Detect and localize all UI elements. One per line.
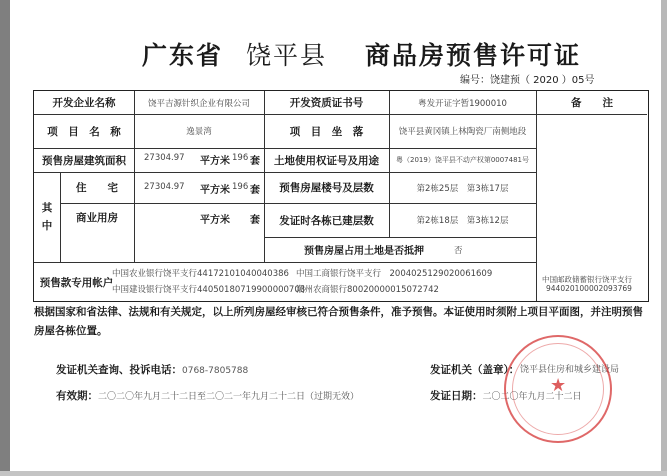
issue-date-value: 二〇二〇年九月二十二日 (482, 392, 582, 402)
scan-left-border (0, 0, 10, 476)
title-county: 饶平县 (246, 41, 328, 70)
qualification-label: 开发资质证书号 (289, 97, 364, 109)
complaint-phone: 0768-7805788 (182, 366, 249, 376)
qualification-value: 粤发开证字暂1900010 (418, 98, 507, 109)
commercial-sets-unit: 套 (250, 215, 260, 226)
project-name-value: 逸景湾 (186, 127, 212, 137)
mortgage-value: 否 (454, 246, 463, 256)
complaint-line (56, 362, 248, 377)
account-3: 中国建设银行饶平支行44050180719900000703 (112, 285, 306, 295)
presale-area-value: 27304.97 (144, 153, 185, 163)
presale-sets-unit: 套 (250, 156, 260, 167)
account-2: 中国工商银行饶平支行 2004025129020061609 (296, 269, 493, 279)
presale-area-label: 预售房屋建筑面积 (42, 154, 126, 167)
title-doc-name: 商品房预售许可证 (365, 41, 582, 70)
location-label: 项 目 坐 落 (289, 125, 364, 138)
residential-area-value: 27304.97 (144, 182, 185, 192)
location-value: 饶平县黄冈镇上林陶瓷厂南侧地段 (398, 127, 527, 137)
account-label: 预售款专用帐户 (39, 276, 114, 289)
developer-label: 开发企业名称 (52, 97, 116, 109)
validity-line (56, 388, 359, 403)
validity-value: 二〇二〇年九月二十二日至二〇二一年九月二十二日（过期无效） (98, 392, 360, 402)
building-label: 预售房屋楼号及层数 (279, 182, 374, 194)
seal-star-icon: ★ (550, 375, 567, 396)
issuer-value: 饶平县住房和城乡建设局 (520, 365, 620, 375)
account-1: 中国农业银行饶平支行44172101040040386 (112, 269, 289, 279)
commercial-label: 商业用房 (76, 212, 118, 224)
permit-statement: 根据国家和省法律、法规和有关规定，以上所列房屋经审核已符合预售条件，准予预售。本证使用时须附上项目平面图，并注明预售房屋各栋位置。 (34, 306, 643, 337)
presale-area-unit: 平方米 (200, 156, 230, 167)
built-value: 第2栋18层 第3栋12层 (416, 216, 509, 226)
commercial-area-unit: 平方米 (200, 215, 230, 226)
presale-sets-value: 196 (232, 153, 249, 163)
built-label: 发证时各栋已建层数 (279, 214, 374, 227)
permit-table (33, 90, 649, 302)
remark-bank-account: 944020100002093769 (546, 284, 632, 293)
issuer-label: 发证机关（盖章）： (430, 364, 520, 376)
scan-bottom-border (0, 471, 667, 476)
among-label: 其 中 (41, 202, 53, 232)
developer-value: 饶平吉源针织企业有限公司 (147, 98, 250, 109)
land-value: 粤（2019）饶平县不动产权第0007481号 (396, 156, 529, 164)
building-value: 第2栋25层 第3栋17层 (416, 183, 509, 194)
residential-sets-unit: 套 (250, 185, 260, 196)
serial-number: 编号：饶建预（ 2020 ）05号 (460, 75, 595, 86)
project-name-label: 项 目 名 称 (47, 125, 121, 138)
document-title (0, 36, 667, 70)
scan-right-border (661, 0, 667, 476)
complaint-label: 发证机关查询、投诉电话： (56, 364, 182, 376)
residential-sets-value: 196 (232, 182, 249, 192)
mortgage-label: 预售房屋占用土地是否抵押 (304, 246, 424, 257)
residential-area-unit: 平方米 (200, 185, 230, 196)
title-province: 广东省 (142, 41, 224, 70)
residential-label: 住 宅 (76, 182, 118, 194)
remark-bank-name: 中国邮政储蓄银行饶平支行 (542, 275, 632, 284)
account-4: 潮州农商银行80020000015072742 (296, 285, 439, 295)
validity-label: 有效期： (56, 390, 98, 402)
remarks-label: 备 注 (571, 97, 613, 109)
official-seal (504, 335, 612, 443)
land-label: 土地使用权证号及用途 (274, 154, 379, 167)
issue-date-label: 发证日期： (430, 390, 483, 402)
